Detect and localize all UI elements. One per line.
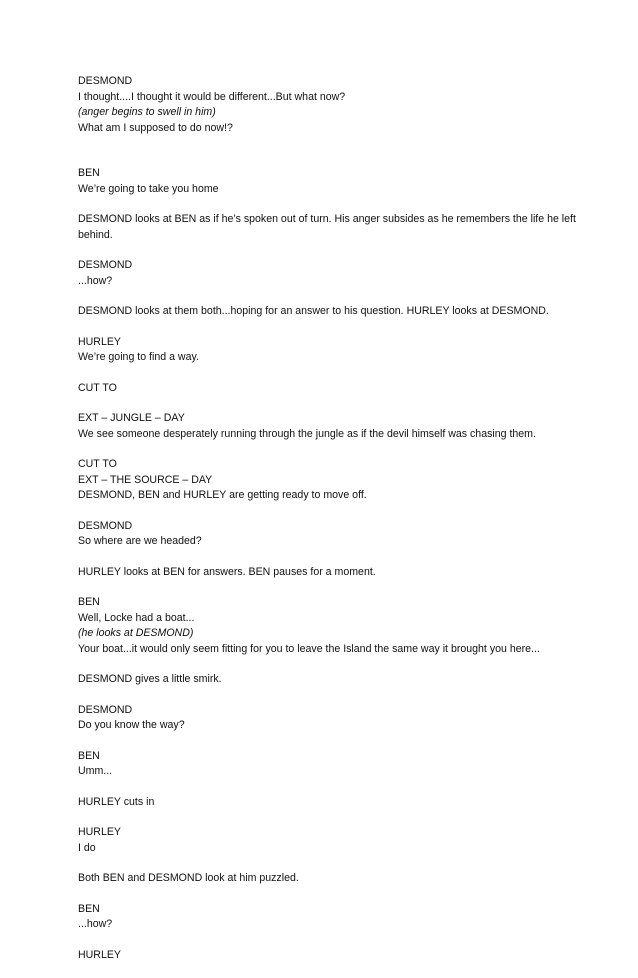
- script-line: CUT TO: [78, 458, 117, 470]
- script-block: [78, 749, 578, 780]
- script-line: BEN: [78, 749, 100, 762]
- script-line: BEN: [78, 167, 100, 179]
- script-block: [78, 166, 578, 197]
- script-line: Your boat...it would only seem fitting for you to leave the Island the same way it brought you here...: [78, 642, 540, 655]
- script-line: DESMOND gives a little smirk.: [78, 673, 222, 685]
- script-block: [78, 948, 578, 964]
- script-line: I do: [78, 841, 96, 854]
- script-line: DESMOND, BEN and HURLEY are getting ready to move off.: [78, 489, 367, 501]
- script-line: BEN: [78, 596, 100, 608]
- script-line: We’re going to take you home: [78, 182, 219, 195]
- script-block: [78, 871, 578, 887]
- script-block: [78, 825, 578, 856]
- script-line: What am I supposed to do now!?: [78, 121, 233, 134]
- script-line: HURLEY: [78, 948, 121, 961]
- script-line: HURLEY looks at BEN for answers. BEN pauses for a moment.: [78, 565, 376, 578]
- script-line: DESMOND: [78, 519, 133, 532]
- script-line: I thought....I thought it would be different...But what now?: [78, 90, 346, 103]
- script-line: EXT – JUNGLE – DAY: [78, 412, 185, 424]
- script-line: ...how?: [78, 918, 113, 930]
- script-line: DESMOND looks at them both...hoping for an answer to his question. HURLEY looks at DESMOND.: [78, 305, 549, 317]
- parenthetical-line: (anger begins to swell in him): [78, 106, 216, 118]
- script-block: [78, 519, 578, 550]
- script-block: [78, 335, 578, 366]
- script-line: BEN: [78, 902, 100, 915]
- script-line: DESMOND: [78, 75, 133, 87]
- script-block: [78, 381, 578, 397]
- script-line: CUT TO: [78, 381, 117, 394]
- script-block: [78, 258, 578, 289]
- script-line: DESMOND looks at BEN as if he’s spoken out of turn. His anger subsides as he remembers the life he left behind.: [78, 213, 576, 241]
- script-block: [78, 212, 578, 243]
- script-block: [78, 565, 578, 581]
- script-block: [78, 672, 578, 688]
- script-block: [78, 902, 578, 933]
- parenthetical-line: (he looks at DESMOND): [78, 627, 194, 639]
- script-line: We’re going to find a way.: [78, 351, 199, 363]
- script-block: [78, 411, 578, 442]
- script-line: DESMOND: [78, 703, 133, 716]
- script-line: HURLEY: [78, 335, 121, 348]
- script-line: EXT – THE SOURCE – DAY: [78, 473, 213, 486]
- script-line: HURLEY cuts in: [78, 795, 155, 808]
- script-block: [78, 795, 578, 811]
- script-block: [78, 74, 578, 136]
- script-line: So where are we headed?: [78, 535, 202, 547]
- script-line: Both BEN and DESMOND look at him puzzled.: [78, 872, 299, 884]
- script-line: Do you know the way?: [78, 719, 185, 731]
- script-line: HURLEY: [78, 826, 121, 838]
- script-line: We see someone desperately running through the jungle as if the devil himself was chasing them.: [78, 427, 536, 440]
- script-block: [78, 703, 578, 734]
- script-line: Umm...: [78, 765, 113, 777]
- script-line: DESMOND: [78, 259, 133, 271]
- script-block: [78, 304, 578, 320]
- script-page: [78, 74, 578, 978]
- script-block: [78, 457, 578, 504]
- script-line: Well, Locke had a boat...: [78, 611, 195, 624]
- script-line: ...how?: [78, 274, 113, 287]
- script-block: [78, 595, 578, 657]
